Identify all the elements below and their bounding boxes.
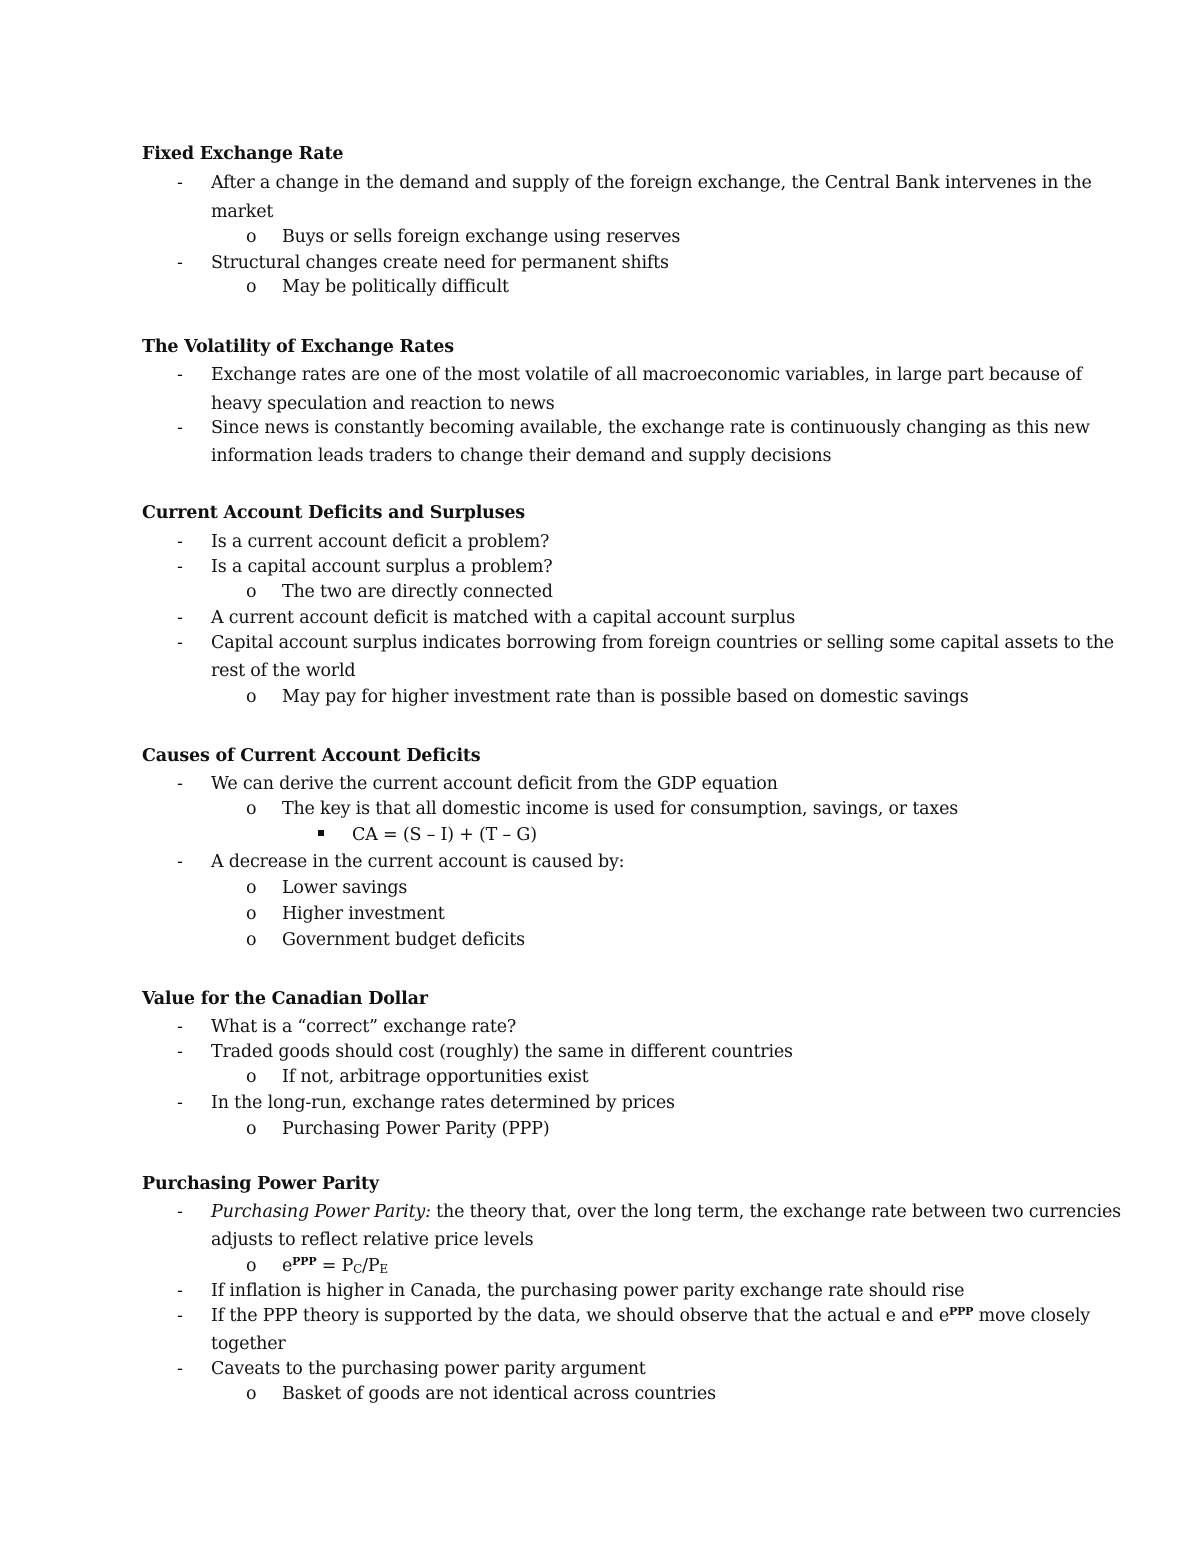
circle-bullet: o: [246, 799, 257, 819]
list-item-continuation: market: [211, 202, 274, 222]
dash-bullet: -: [177, 1093, 183, 1113]
section-heading: Causes of Current Account Deficits: [142, 746, 481, 766]
circle-bullet: o: [246, 227, 257, 247]
circle-bullet: o: [246, 1384, 257, 1404]
sub-list-item: The key is that all domestic income is used for consumption, savings, or taxes: [282, 799, 959, 819]
circle-bullet: o: [246, 582, 257, 602]
square-bullet: [318, 830, 324, 836]
dash-bullet: -: [177, 253, 183, 273]
circle-bullet: o: [246, 277, 257, 297]
dash-bullet: -: [177, 557, 183, 577]
list-item: Capital account surplus indicates borrowing from foreign countries or selling some capital assets to the: [211, 633, 1114, 653]
list-item: A current account deficit is matched with a capital account surplus: [211, 608, 796, 628]
definition-text: the theory that, over the long term, the exchange rate between two currencies: [430, 1202, 1121, 1222]
list-item: After a change in the demand and supply of the foreign exchange, the Central Bank intervenes in the: [211, 173, 1092, 193]
list-item-continuation: information leads traders to change their demand and supply decisions: [211, 446, 832, 466]
circle-bullet: o: [246, 1067, 257, 1087]
sub-list-item: Government budget deficits: [282, 930, 525, 950]
list-item: [211, 1199, 1121, 1225]
section-heading: Fixed Exchange Rate: [142, 144, 344, 164]
dash-bullet: -: [177, 852, 183, 872]
list-item: What is a “correct” exchange rate?: [211, 1017, 517, 1037]
list-item: Is a current account deficit a problem?: [211, 532, 550, 552]
dash-bullet: -: [177, 608, 183, 628]
list-item: Traded goods should cost (roughly) the same in different countries: [211, 1042, 793, 1062]
list-item: In the long-run, exchange rates determined by prices: [211, 1093, 675, 1113]
list-item-continuation: rest of the world: [211, 661, 356, 681]
circle-bullet: o: [246, 1119, 257, 1139]
section-heading: Current Account Deficits and Surpluses: [142, 503, 525, 523]
sub-list-item: Basket of goods are not identical across countries: [282, 1384, 716, 1404]
dash-bullet: -: [177, 365, 183, 385]
list-item: If the PPP theory is supported by the data, we should observe that the actual e and $e^{PPP}$ move closely: [211, 1305, 1090, 1326]
term-italic: Purchasing Power Parity:: [211, 1202, 431, 1222]
sub-list-item: Buys or sells foreign exchange using reserves: [282, 227, 681, 247]
list-item-continuation: heavy speculation and reaction to news: [211, 394, 555, 414]
dash-bullet: -: [177, 1359, 183, 1379]
section-heading: Purchasing Power Parity: [142, 1174, 379, 1194]
list-item: Is a capital account surplus a problem?: [211, 557, 553, 577]
dash-bullet: -: [177, 418, 183, 438]
section-heading: The Volatility of Exchange Rates: [142, 337, 454, 357]
list-item: A decrease in the current account is caused by:: [211, 852, 625, 872]
list-item: We can derive the current account deficit from the GDP equation: [211, 774, 778, 794]
sub-list-item: Lower savings: [282, 878, 408, 898]
circle-bullet: o: [246, 930, 257, 950]
circle-bullet: o: [246, 1256, 257, 1276]
list-item: Since news is constantly becoming available, the exchange rate is continuously changing as this new: [211, 418, 1090, 438]
dash-bullet: -: [177, 1017, 183, 1037]
sub-list-item: Higher investment: [282, 904, 445, 924]
circle-bullet: o: [246, 904, 257, 924]
dash-bullet: -: [177, 532, 183, 552]
dash-bullet: -: [177, 1202, 183, 1222]
dash-bullet: -: [177, 1281, 183, 1301]
list-item-continuation: together: [211, 1334, 286, 1354]
sub-list-item: If not, arbitrage opportunities exist: [282, 1067, 589, 1087]
ppp-formula: $e^{PPP} = P_C/P_E$: [282, 1255, 388, 1276]
list-item: If inflation is higher in Canada, the purchasing power parity exchange rate should rise: [211, 1281, 965, 1301]
sub-list-item: The two are directly connected: [282, 582, 553, 602]
dash-bullet: -: [177, 633, 183, 653]
dash-bullet: -: [177, 173, 183, 193]
list-item-continuation: adjusts to reflect relative price levels: [211, 1230, 534, 1250]
list-item: Exchange rates are one of the most volatile of all macroeconomic variables, in large part because of: [211, 365, 1082, 385]
list-item: Structural changes create need for permanent shifts: [211, 253, 669, 273]
list-item: Caveats to the purchasing power parity argument: [211, 1359, 646, 1379]
sub-list-item: May be politically difficult: [282, 277, 509, 297]
circle-bullet: o: [246, 878, 257, 898]
sub-sub-list-item: CA = (S – I) + (T – G): [352, 825, 537, 845]
sub-list-item: May pay for higher investment rate than is possible based on domestic savings: [282, 687, 969, 707]
dash-bullet: -: [177, 1042, 183, 1062]
sub-list-item: Purchasing Power Parity (PPP): [282, 1119, 550, 1139]
section-heading: Value for the Canadian Dollar: [142, 989, 428, 1009]
dash-bullet: -: [177, 774, 183, 794]
dash-bullet: -: [177, 1306, 183, 1326]
circle-bullet: o: [246, 687, 257, 707]
